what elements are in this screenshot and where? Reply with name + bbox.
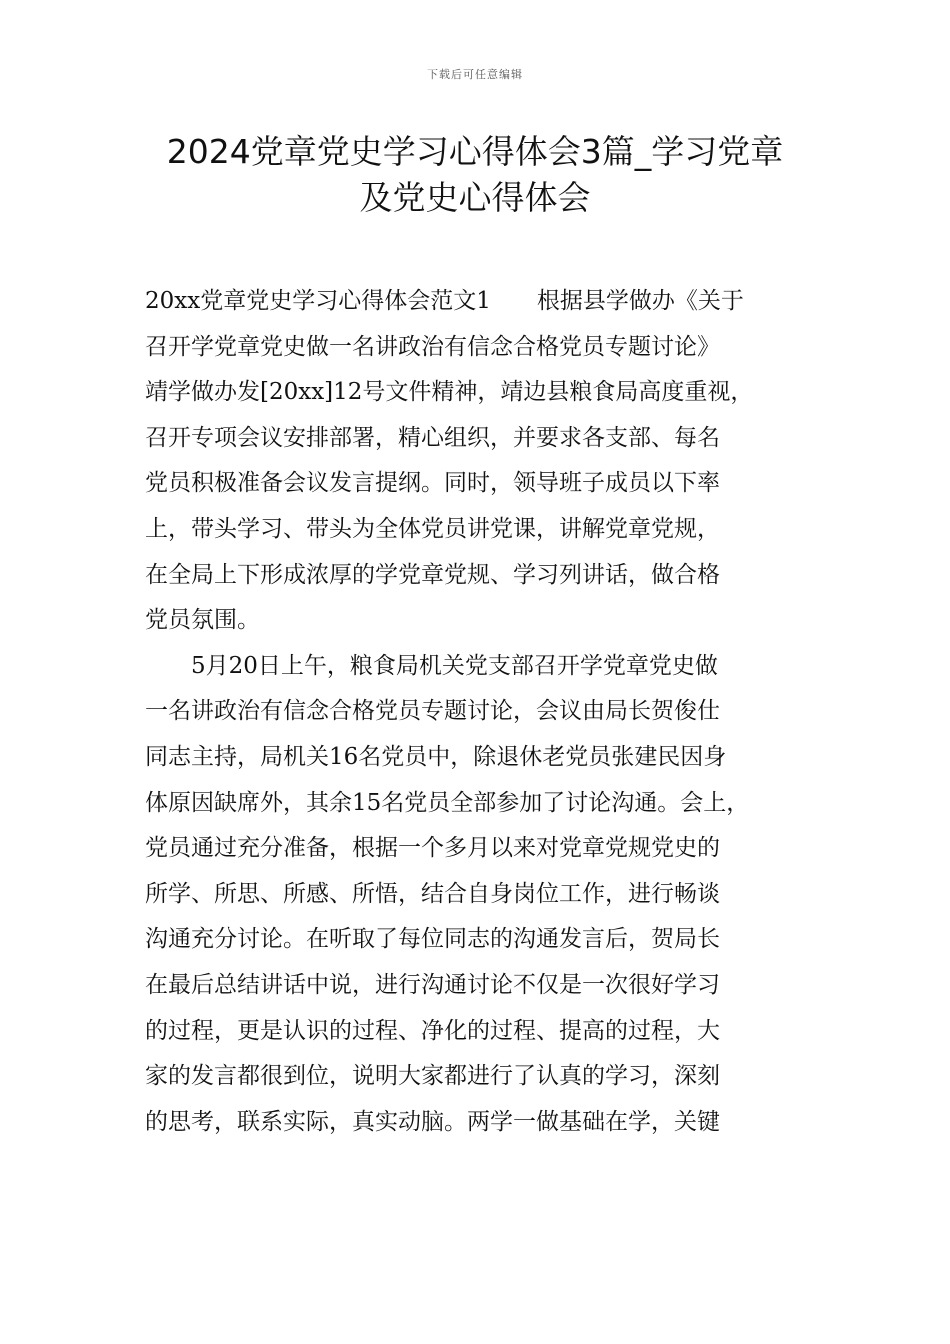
text-line: 上，带头学习、带头为全体党员讲党课，讲解党章党规， [145,515,720,542]
text-line: 的思考，联系实际，真实动脑。两学一做基础在学，关键 [145,1108,720,1135]
text-line: 体原因缺席外，其余15名党员全部参加了讨论沟通。会上， [145,789,750,816]
document-body [145,279,810,1145]
text-line: 党员通过充分准备，根据一个多月以来对党章党规党史的 [145,835,720,862]
text-line: 沟通充分讨论。在听取了每位同志的沟通发言后，贺局长 [145,926,720,953]
text-line: 的过程，更是认识的过程、净化的过程、提高的过程，大 [145,1017,720,1044]
text-line: 靖学做办发[20xx]12号文件精神，靖边县粮食局高度重视， [145,379,754,406]
document-title [120,128,830,219]
text-line: 在全局上下形成浓厚的学党章党规、学习列讲话，做合格 [145,561,720,588]
text-line: 同志主持，局机关16名党员中，除退休老党员张建民因身 [145,743,727,770]
text-line: 在最后总结讲话中说，进行沟通讨论不仅是一次很好学习 [145,971,720,998]
text-line: 一名讲政治有信念合格党员专题讨论，会议由局长贺俊仕 [145,698,720,725]
text-line: 家的发言都很到位，说明大家都进行了认真的学习，深刻 [145,1063,720,1090]
text-line: 召开学党章党史做一名讲政治有信念合格党员专题讨论》 [145,333,720,360]
header-note: 下载后可任意编辑 [427,68,523,81]
text-line: 党员氛围。 [145,607,260,634]
text-line: 所学、所思、所感、所悟，结合自身岗位工作，进行畅谈 [145,880,720,907]
title-line: 及党史心得体会 [359,177,591,217]
text-line: 5月20日上午，粮食局机关党支部召开学党章党史做 [191,652,718,679]
text-line: 20xx党章党史学习心得体会范文1 根据县学做办《关于 [145,288,744,314]
title-line: 2024党章党史学习心得体会3篇_学习党章 [166,132,784,171]
text-line: 党员积极准备会议发言提纲。同时，领导班子成员以下率 [145,470,720,497]
text-line: 召开专项会议安排部署，精心组织，并要求各支部、每名 [145,424,720,451]
paragraph-2 [145,644,810,1146]
paragraph-1 [145,279,810,644]
